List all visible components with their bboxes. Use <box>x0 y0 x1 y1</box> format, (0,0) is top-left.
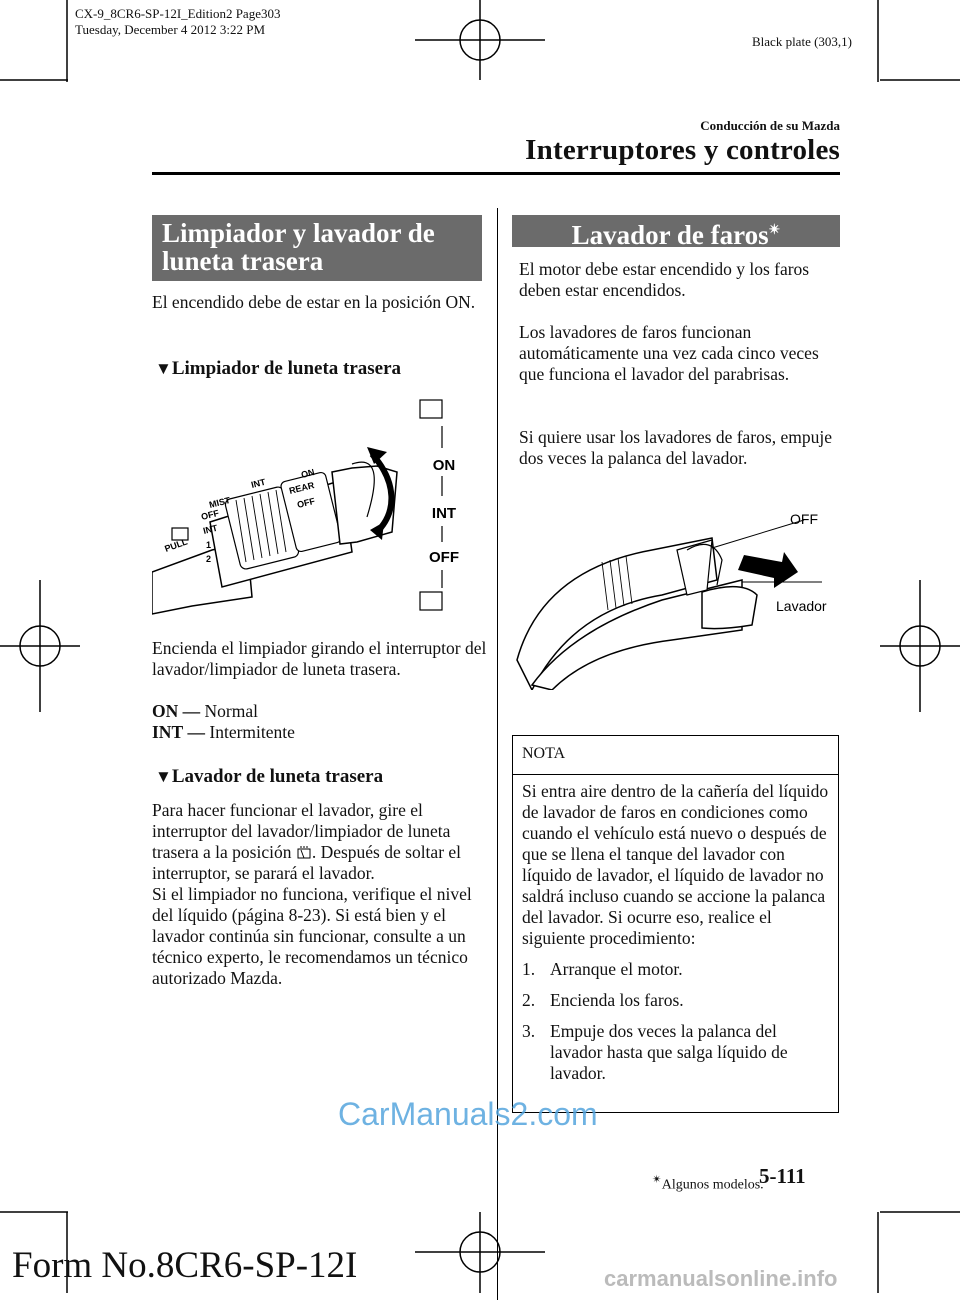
desc-on: Normal <box>204 701 258 721</box>
heading-text: Lavador de faros <box>571 220 769 250</box>
term-int: INT <box>152 722 184 742</box>
definition-int <box>152 722 487 743</box>
paragraph-1: El motor debe estar encendido y los faros deben estar encendidos. <box>519 259 810 300</box>
paragraph-3: Si quiere usar los lavadores de faros, empuje dos veces la palanca del lavador. <box>519 427 832 468</box>
list-item <box>522 1021 829 1084</box>
stalk-label-off: OFF <box>200 507 220 522</box>
stalk-label-off-rear: OFF <box>296 495 316 510</box>
triangle-bullet-icon: ▼ <box>155 359 172 378</box>
stalk-label-rear: REAR <box>288 480 316 496</box>
desc-int: Intermitente <box>209 722 295 742</box>
stalk-label-int: INT <box>202 522 219 536</box>
plate-label: Black plate (303,1) <box>752 34 852 49</box>
list-item <box>522 959 829 980</box>
note-text: Si entra aire dentro de la cañería del líquido de lavador de faros en condiciones como cuando el vehículo está nuevo o después de que se llena el tanque del lavador con líquido de lavador, el líquido de lavador no saldrá incluso cuando se accione la palanca del lavador. Si ocurre eso, realice el siguiente procedimiento: <box>522 781 829 948</box>
triangle-bullet-icon: ▼ <box>155 767 172 786</box>
dash: — <box>187 722 205 742</box>
stalk-label-1: 1 <box>206 540 212 550</box>
heading-line-2: luneta trasera <box>162 246 324 276</box>
intro-paragraph: El encendido debe de estar en la posición ON. <box>152 292 476 312</box>
rear-wiper-stalk-figure <box>152 392 482 624</box>
heading-line-1: Limpiador y lavador de <box>162 218 435 248</box>
print-date-line: Tuesday, December 4 2012 3:22 PM <box>75 22 266 37</box>
note-steps <box>522 959 829 1084</box>
stalk-label-2: 2 <box>206 554 212 564</box>
column-divider <box>497 208 498 1300</box>
step-number: 1. <box>522 959 536 979</box>
rear-wiper-instructions: Encienda el limpiador girando el interruptor del lavador/limpiador de luneta trasera. <box>152 638 487 679</box>
label-washer: Lavador <box>776 598 827 614</box>
header-rule <box>152 172 840 175</box>
form-number: Form No.8CR6-SP-12I <box>12 1245 358 1286</box>
section-label: Conducción de su Mazda <box>700 118 840 133</box>
subheading-rear-wiper <box>155 358 485 380</box>
position-label-int: INT <box>431 505 457 522</box>
footnote-mark: ✴ <box>652 1173 662 1186</box>
rear-wash-symbol-icon-bottom <box>420 592 442 610</box>
footnote-text: Algunos modelos. <box>661 1177 764 1193</box>
footnote <box>652 1172 764 1194</box>
site-watermark: carmanualsonline.info <box>604 1266 838 1291</box>
page-number: 5-111 <box>759 1164 806 1188</box>
note-body <box>513 775 838 1084</box>
subheading-text: Limpiador de luneta trasera <box>171 358 402 379</box>
section-heading-rear-wiper <box>152 215 482 281</box>
print-file-line: CX-9_8CR6-SP-12I_Edition2 Page303 <box>75 6 281 21</box>
step-text: Encienda los faros. <box>550 990 684 1010</box>
rear-wash-symbol-icon <box>420 400 442 418</box>
headlight-washer-lever-figure <box>512 500 842 690</box>
note-box <box>512 735 839 1113</box>
position-label-on: ON <box>432 457 456 474</box>
label-off: OFF <box>790 511 818 527</box>
rear-washer-instructions <box>152 800 487 989</box>
step-text: Arranque el motor. <box>550 959 683 979</box>
optional-feature-mark: ✴ <box>768 223 781 238</box>
stalk-label-on: ON <box>300 466 316 480</box>
instructions-part-c: Si el limpiador no funciona, verifique el nivel del líquido (página 8-23). Si está bien y el lavador continúa sin funcionar, consulte a un técnico experto, le recomendamos un técnico autorizado Mazda. <box>152 884 472 988</box>
definition-on <box>152 701 487 722</box>
position-label-off: OFF <box>429 549 459 566</box>
instructions-part-b: . Después de soltar el interruptor, se parará el lavador. <box>152 842 462 883</box>
chapter-title: Interruptores y controles <box>525 134 840 166</box>
section-heading-headlight-washer <box>512 215 840 250</box>
dash: — <box>182 701 201 721</box>
step-text: Empuje dos veces la palanca del lavador hasta que salga líquido de lavador. <box>550 1021 788 1083</box>
rear-washer-symbol-icon <box>296 846 312 860</box>
stalk-label-pull: PULL <box>163 536 189 554</box>
subheading-rear-washer <box>155 766 485 788</box>
step-number: 3. <box>522 1021 536 1041</box>
stalk-label-int-rear: INT <box>250 476 267 490</box>
step-number: 2. <box>522 990 536 1010</box>
paragraph-2: Los lavadores de faros funcionan automáticamente una vez cada cinco veces que funciona el lavador del parabrisas. <box>519 322 819 384</box>
subheading-text: Lavador de luneta trasera <box>171 766 384 787</box>
instructions-part-a: Para hacer funcionar el lavador, gire el interruptor del lavador/limpiador de luneta trasera a la posición <box>152 800 451 862</box>
stalk-label-mist: MIST <box>208 495 232 510</box>
term-on: ON <box>152 701 179 721</box>
note-title: NOTA <box>513 736 838 775</box>
list-item <box>522 990 829 1011</box>
watermark-logo: CarManuals2.com <box>338 1096 598 1132</box>
